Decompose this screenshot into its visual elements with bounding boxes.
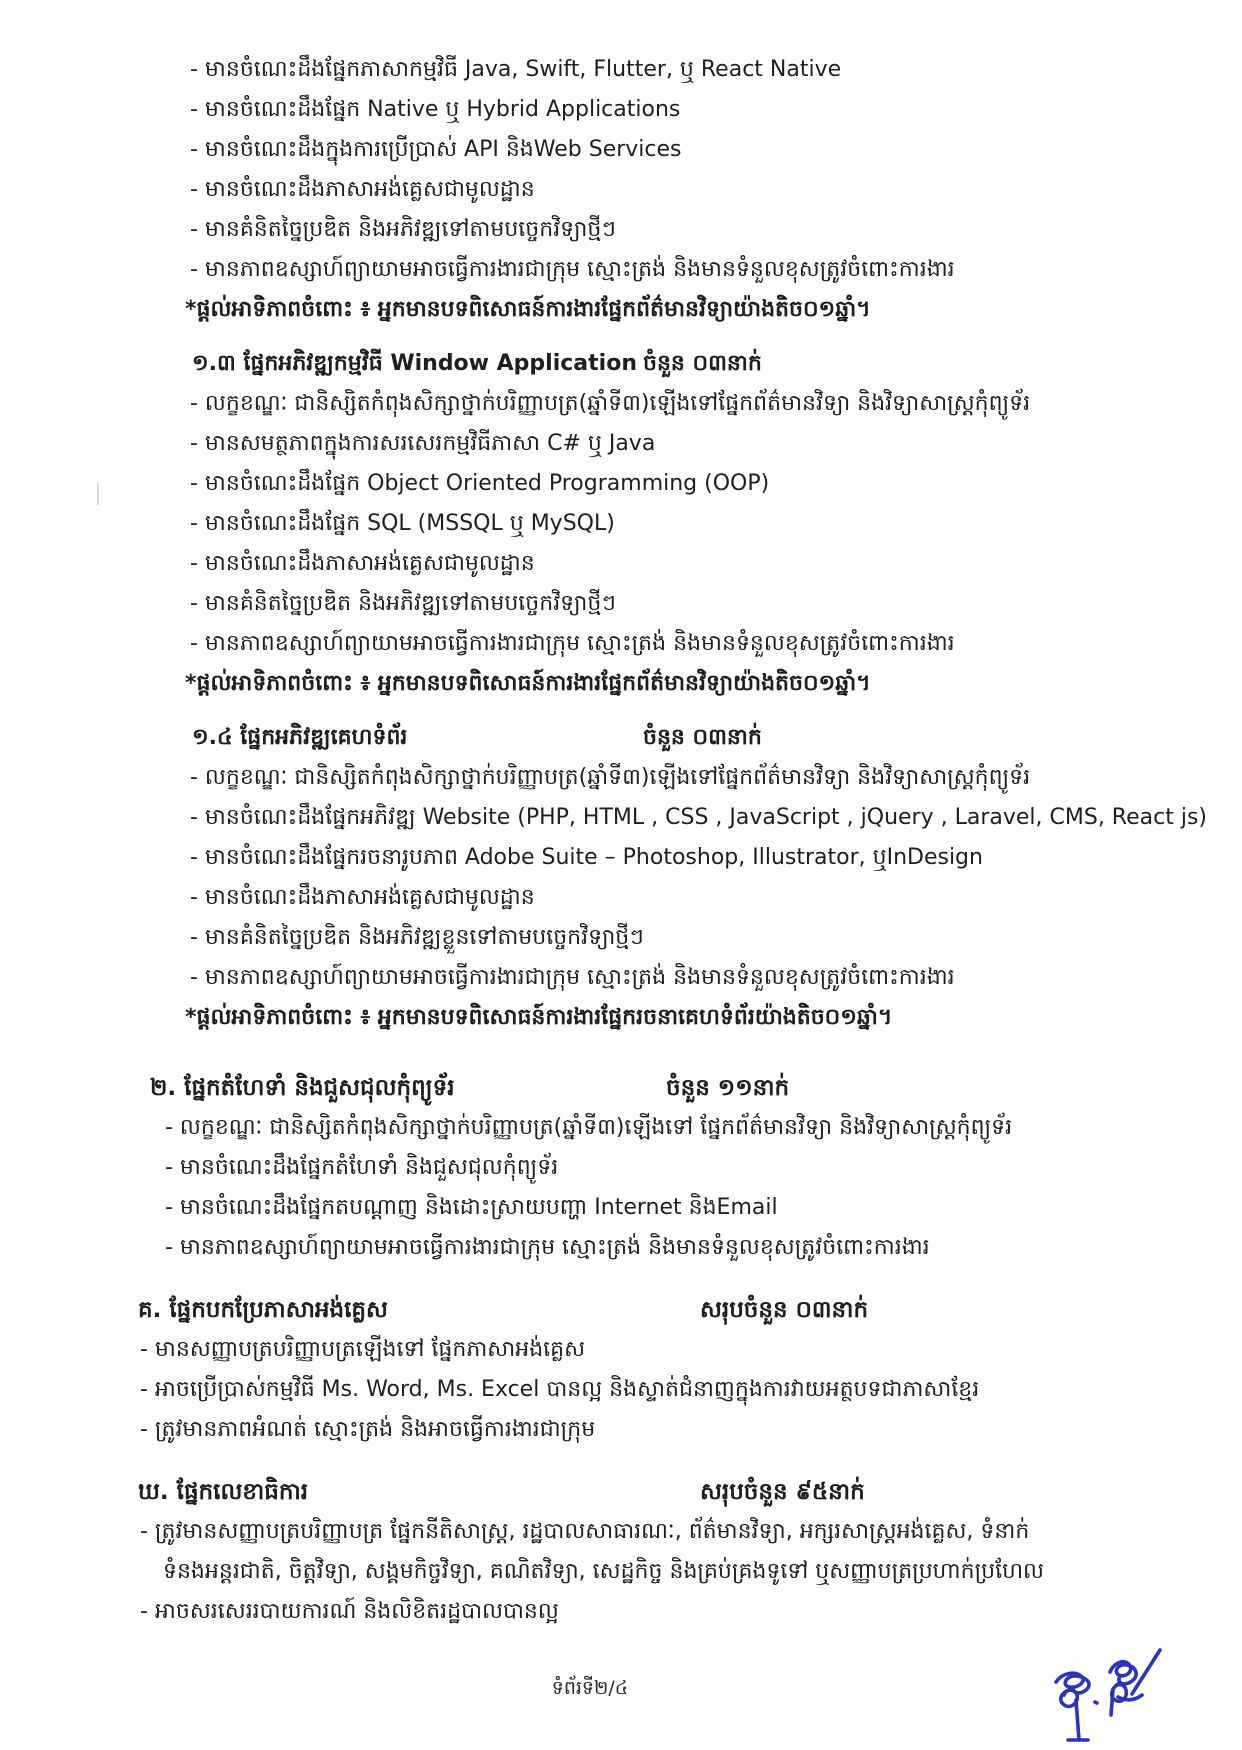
document-line: - លក្ខខណ្ឌៈ ជានិស្សិតកំពុងសិក្សាថ្នាក់បរិញ្ញាបត្រ(ឆ្នាំទី៣)ឡើងទៅផ្នែកព័ត៌មានវិទ្យា និងវិទ្យាសាស្ត្រកុំព្យូទ័រ (190, 765, 1031, 790)
document-line: - មានចំណេះដឹងក្នុងការប្រើប្រាស់ API និងWeb Services (190, 137, 682, 162)
position-count: សរុបចំនួន ៩៥នាក់ (700, 1479, 865, 1505)
scan-artifact-mark (97, 483, 99, 505)
document-line: - មានចំណេះដឹងភាសាអង់គ្លេសជាមូលដ្ឋាន (190, 551, 535, 576)
document-line: - មានចំណេះដឹងភាសាអង់គ្លេសជាមូលដ្ឋាន (190, 885, 535, 910)
document-line: - មានចំណេះដឹងផ្នែក Native ឬ Hybrid Applications (190, 97, 681, 122)
document-line: - មានចំណេះដឹងផ្នែកភាសាកម្មវិធី Java, Swift, Flutter, ឬ React Native (190, 57, 842, 82)
section-title: ១.៤ ផ្នែកអភិវឌ្ឍគេហទំព័រ (192, 725, 408, 750)
position-count: សរុបចំនួន ០៣នាក់ (700, 1297, 869, 1323)
document-line: - មានចំណេះដឹងផ្នែករចនារូបភាព Adobe Suite – Photoshop, Illustrator, ឬInDesign (190, 845, 983, 870)
document-line: - មានសមត្ថភាពក្នុងការសរសេរកម្មវិធីភាសា C# ឬ Java (190, 431, 656, 456)
document-line: - មានចំណេះដឹងផ្នែក SQL (MSSQL ឬ MySQL) (190, 511, 615, 536)
priority-note: *ផ្តល់អាទិភាពចំពោះ ៖ អ្នកមានបទពិសោធន៍ការងារផ្នែកព័ត៌មានវិទ្យាយ៉ាងតិច០១ឆ្នាំ។ (185, 297, 871, 322)
section-heading (0, 1472, 1242, 1512)
document-line: - មានគំនិតច្នៃប្រឌិត និងអភិវឌ្ឍខ្លួនទៅតាមបច្ចេកវិទ្យាថ្មីៗ (190, 925, 644, 950)
document-line: - ត្រូវមានសញ្ញាបត្របរិញ្ញាបត្រ ផ្នែកនីតិសាស្ត្រ, រដ្ឋបាលសាធារណៈ, ព័ត៌មានវិទ្យា, អក្សរសាស្ត្រអង់គ្លេស, ទំនាក់ (140, 1519, 1030, 1544)
document-line: - មានភាពឧស្សាហ៍ព្យាយាមអាចធ្វើការងារជាក្រុម ស្មោះត្រង់ និងមានទំនួលខុសត្រូវចំពោះការងារ (165, 1235, 930, 1260)
section-title: ឃ. ផ្នែកលេខាធិការ (138, 1479, 309, 1505)
priority-note: *ផ្តល់អាទិភាពចំពោះ ៖ អ្នកមានបទពិសោធន៍ការងារផ្នែករចនាគេហទំព័រយ៉ាងតិច០១ឆ្នាំ។ (185, 1005, 893, 1030)
document-line: - មានចំណេះដឹងផ្នែកអភិវឌ្ឍ Website (PHP, HTML , CSS , JavaScript , jQuery , Laravel, CMS, React js) (190, 805, 1207, 830)
document-line: - មានសញ្ញាបត្របរិញ្ញាបត្រឡើងទៅ ផ្នែកភាសាអង់គ្លេស (140, 1337, 586, 1362)
document-line: - មានចំណេះដឹងផ្នែក Object Oriented Programming (OOP) (190, 471, 770, 496)
document-line: - មានភាពឧស្សាហ៍ព្យាយាមអាចធ្វើការងារជាក្រុម ស្មោះត្រង់ និងមានទំនួលខុសត្រូវចំពោះការងារ (190, 631, 955, 656)
document-line: ទំនងអន្តរជាតិ, ចិត្តវិទ្យា, សង្គមកិច្ចវិទ្យា, គណិតវិទ្យា, សេដ្ឋកិច្ច និងគ្រប់គ្រងទូទៅ ឬសញ្ញាបត្រប្រហាក់ប្រហែល (163, 1559, 1044, 1584)
document-line: - មានគំនិតច្នៃប្រឌិត និងអភិវឌ្ឍទៅតាមបច្ចេកវិទ្យាថ្មីៗ (190, 217, 616, 242)
section-heading (0, 1290, 1242, 1330)
document-line: - មានចំណេះដឹងផ្នែកតបណ្តាញ និងដោះស្រាយបញ្ហា Internet និងEmail (165, 1195, 778, 1220)
position-count: ចំនួន ០៣នាក់ (643, 351, 762, 376)
section-title: ២. ផ្នែកតំហែទាំ និងជួសជុលកុំព្យូទ័រ (150, 1075, 455, 1101)
document-line: - ត្រូវមានភាពអំណត់ ស្មោះត្រង់ និងអាចធ្វើការងារជាក្រុម (140, 1417, 596, 1442)
section-title: គ. ផ្នែកបកប្រែភាសាអង់គ្លេស (138, 1297, 388, 1323)
document-body (0, 50, 1242, 1632)
signature-ink (1048, 1642, 1172, 1746)
priority-note: *ផ្តល់អាទិភាពចំពោះ ៖ អ្នកមានបទពិសោធន៍ការងារផ្នែកព័ត៌មានវិទ្យាយ៉ាងតិច០១ឆ្នាំ។ (185, 671, 871, 696)
document-line: - អាចប្រើប្រាស់កម្មវិធី Ms. Word, Ms. Excel បានល្អ និងស្ទាត់ជំនាញក្នុងការវាយអត្ថបទជាភាសាខ្មែរ (140, 1377, 980, 1402)
document-line: - លក្ខខណ្ឌៈ ជានិស្សិតកំពុងសិក្សាថ្នាក់បរិញ្ញាបត្រ(ឆ្នាំទី៣)ឡើងទៅផ្នែកព័ត៌មានវិទ្យា និងវិទ្យាសាស្ត្រកុំព្យូទ័រ (190, 391, 1031, 416)
position-count: ចំនួន ០៣នាក់ (643, 725, 762, 750)
section-heading (0, 718, 1242, 758)
document-line: - លក្ខខណ្ឌៈ ជានិស្សិតកំពុងសិក្សាថ្នាក់បរិញ្ញាបត្រ(ឆ្នាំទី៣)ឡើងទៅ ផ្នែកព័ត៌មានវិទ្យា និងវិទ្យាសាស្ត្រកុំព្យូទ័រ (165, 1115, 1013, 1140)
document-line: - មានភាពឧស្សាហ៍ព្យាយាមអាចធ្វើការងារជាក្រុម ស្មោះត្រង់ និងមានទំនួលខុសត្រូវចំពោះការងារ (190, 965, 955, 990)
section-heading (0, 344, 1242, 384)
page-number: ទំព័រទី២/៤ (551, 1677, 629, 1699)
document-line: - មានចំណេះដឹងផ្នែកតំហែទាំ និងជួសជុលកុំព្យូទ័រ (165, 1155, 559, 1180)
document-line: - អាចសរសេររបាយការណ៍ និងលិខិតរដ្ឋបាលបានល្អ (140, 1599, 559, 1624)
section-title: ១.៣ ផ្នែកអភិវឌ្ឍកម្មវិធី Window Application (192, 351, 637, 376)
document-line: - មានភាពឧស្សាហ៍ព្យាយាមអាចធ្វើការងារជាក្រុម ស្មោះត្រង់ និងមានទំនួលខុសត្រូវចំពោះការងារ (190, 257, 955, 282)
document-line: - មានគំនិតច្នៃប្រឌិត និងអភិវឌ្ឍទៅតាមបច្ចេកវិទ្យាថ្មីៗ (190, 591, 616, 616)
section-heading (0, 1068, 1242, 1108)
document-line: - មានចំណេះដឹងភាសាអង់គ្លេសជាមូលដ្ឋាន (190, 177, 535, 202)
position-count: ចំនួន ១១នាក់ (666, 1075, 790, 1101)
